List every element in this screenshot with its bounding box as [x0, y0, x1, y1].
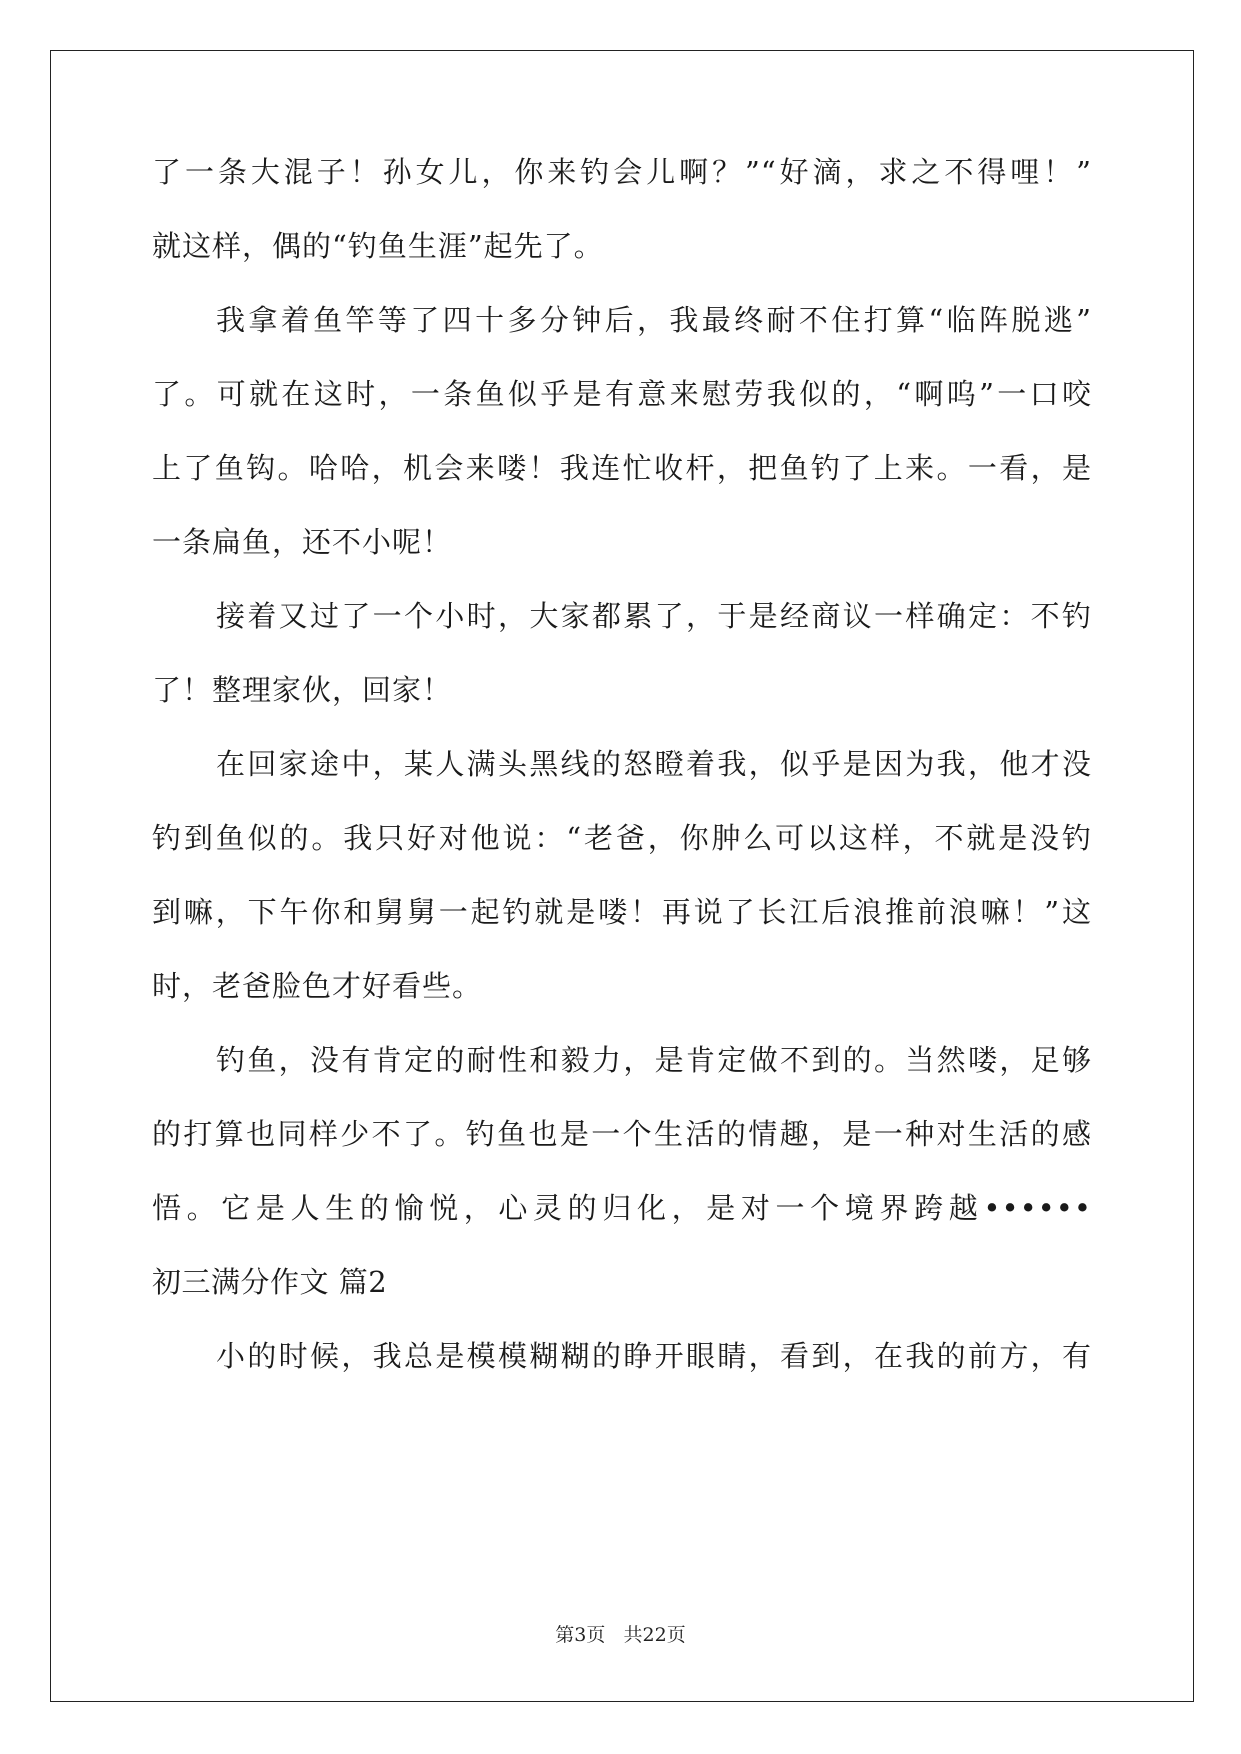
text-line: 钓到鱼似的。我只好对他说：“老爸，你肿么可以这样，不就是没钓 [152, 821, 1092, 855]
text-line: 时，老爸脸色才好看些。 [152, 969, 483, 1003]
text-line: 了！整理家伙，回家！ [152, 673, 453, 707]
page-number: 第3页 [555, 1624, 606, 1646]
section-heading: 初三满分作文 篇2 [152, 1265, 388, 1299]
text-line: 的打算也同样少不了。钓鱼也是一个生活的情趣，是一种对生活的感 [152, 1117, 1092, 1151]
paragraph-first-line: 小的时候，我总是模模糊糊的睁开眼睛，看到，在我的前方，有 [216, 1339, 1092, 1373]
text-line: 一条扁鱼，还不小呢！ [152, 525, 453, 559]
page-border [50, 50, 1194, 1702]
text-line: 了一条大混子！孙女儿，你来钓会儿啊？”“好滴，求之不得哩！” [152, 155, 1092, 189]
page-footer [0, 1623, 1241, 1647]
text-line: 到嘛，下午你和舅舅一起钓就是喽！再说了长江后浪推前浪嘛！”这 [152, 895, 1092, 929]
paragraph-first-line: 钓鱼，没有肯定的耐性和毅力，是肯定做不到的。当然喽，足够 [216, 1043, 1092, 1077]
paragraph-first-line: 我拿着鱼竿等了四十多分钟后，我最终耐不住打算“临阵脱逃” [216, 303, 1092, 337]
text-line: 上了鱼钩。哈哈，机会来喽！我连忙收杆，把鱼钓了上来。一看，是 [152, 451, 1092, 485]
text-line: 就这样，偶的“钓鱼生涯”起先了。 [152, 229, 604, 263]
page-total: 共22页 [623, 1624, 686, 1646]
text-line: 悟。它是人生的愉悦，心灵的归化，是对一个境界跨越•••••• [152, 1191, 1092, 1225]
paragraph-first-line: 在回家途中，某人满头黑线的怒瞪着我，似乎是因为我，他才没 [216, 747, 1092, 781]
text-line: 了。可就在这时，一条鱼似乎是有意来慰劳我似的，“啊呜”一口咬 [152, 377, 1092, 411]
paragraph-first-line: 接着又过了一个小时，大家都累了，于是经商议一样确定：不钓 [216, 599, 1092, 633]
